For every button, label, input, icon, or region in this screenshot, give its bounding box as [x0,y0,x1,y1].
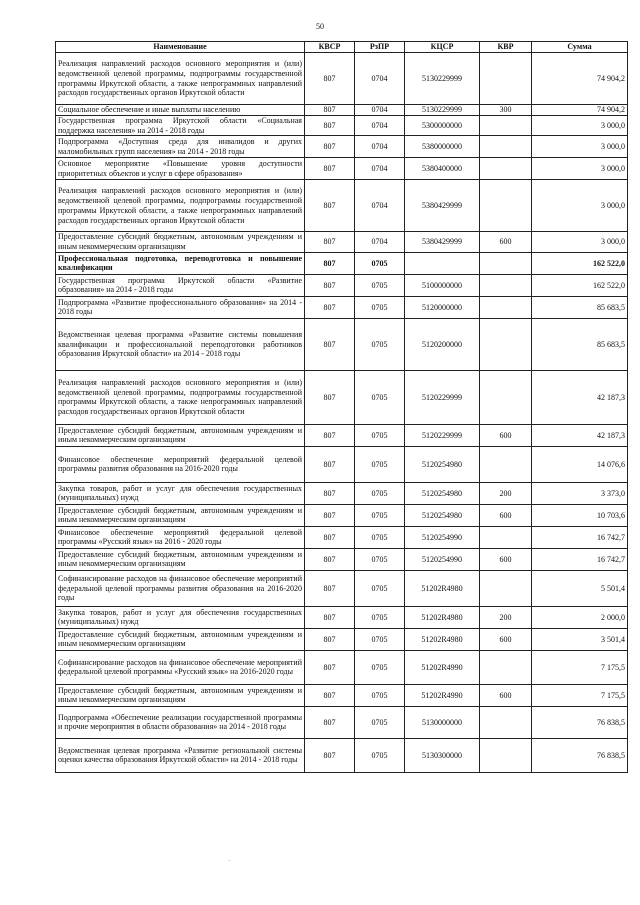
cell-name: Закупка товаров, работ и услуг для обеспечения государственных (муниципальных) нужд [56,482,305,504]
footer-mark: · [228,857,231,865]
header-kvsr: КВСР [305,42,355,53]
table-row [56,252,628,274]
table-row [56,424,628,446]
cell-kvr: 600 [480,628,532,650]
cell-kcsr: 5120254980 [405,504,480,526]
cell-kvr [480,296,532,318]
cell-name: Предоставление субсидий бюджетным, автономным учреждениям и иным некоммерческим организациям [56,424,305,446]
table-row [56,180,628,232]
cell-name: Предоставление субсидий бюджетным, автономным учреждениям и иным некоммерческим организациям [56,628,305,650]
cell-sum: 3 000,0 [532,115,628,136]
cell-kcsr: 5130300000 [405,738,480,772]
table-row [56,136,628,158]
table-body [56,53,628,773]
cell-kcsr [405,252,480,274]
cell-kvsr: 807 [305,504,355,526]
cell-kvr: 300 [480,105,532,116]
cell-kvr [480,370,532,424]
cell-rzpr: 0705 [355,706,405,738]
cell-name: Ведомственная целевая программа «Развитие региональной системы оценки качества образования Иркутской области» на 2014 - 2018 годы [56,738,305,772]
cell-sum: 3 000,0 [532,232,628,253]
cell-kvsr: 807 [305,628,355,650]
cell-rzpr: 0705 [355,446,405,482]
cell-name: Государственная программа Иркутской области «Развитие образования» на 2014 - 2018 годы [56,274,305,296]
header-kcsr: КЦСР [405,42,480,53]
cell-kvr [480,738,532,772]
cell-sum: 85 683,5 [532,318,628,370]
header-name: Наименование [56,42,305,53]
budget-table [55,41,628,773]
cell-rzpr: 0704 [355,115,405,136]
cell-rzpr: 0704 [355,136,405,158]
cell-rzpr: 0705 [355,650,405,684]
cell-rzpr: 0705 [355,526,405,548]
cell-kcsr: 51202R4990 [405,650,480,684]
table-row [56,606,628,628]
cell-kvsr: 807 [305,548,355,570]
cell-kcsr: 5380000000 [405,136,480,158]
cell-kcsr: 5120229999 [405,424,480,446]
cell-rzpr: 0705 [355,252,405,274]
cell-kcsr: 5380429999 [405,232,480,253]
cell-kvr: 600 [480,684,532,706]
cell-kvr: 600 [480,232,532,253]
cell-name: Основное мероприятие «Повышение уровня доступности приоритетных объектов и услуг в сфере образования» [56,158,305,180]
cell-sum: 14 076,6 [532,446,628,482]
page-number: 50 [316,22,324,31]
cell-kvsr: 807 [305,684,355,706]
cell-name: Предоставление субсидий бюджетным, автономным учреждениям и иным некоммерческим организациям [56,684,305,706]
cell-name: Закупка товаров, работ и услуг для обеспечения государственных (муниципальных) нужд [56,606,305,628]
cell-name: Социальное обеспечение и иные выплаты населению [56,105,305,116]
table-row [56,684,628,706]
cell-kcsr: 5380429999 [405,180,480,232]
table-row [56,115,628,136]
cell-kcsr: 51202R4990 [405,684,480,706]
cell-rzpr: 0705 [355,628,405,650]
cell-kvr: 600 [480,424,532,446]
cell-kcsr: 5120200000 [405,318,480,370]
table-row [56,446,628,482]
cell-name: Подпрограмма «Развитие профессионального образования» на 2014 - 2018 годы [56,296,305,318]
cell-kvr [480,446,532,482]
cell-kcsr: 5120229999 [405,370,480,424]
cell-kcsr: 5120254980 [405,446,480,482]
cell-kcsr: 5120254990 [405,548,480,570]
cell-rzpr: 0704 [355,232,405,253]
cell-sum: 74 904,2 [532,53,628,105]
cell-sum: 16 742,7 [532,526,628,548]
cell-rzpr: 0705 [355,482,405,504]
cell-kvsr: 807 [305,158,355,180]
cell-kcsr: 5380400000 [405,158,480,180]
cell-rzpr: 0705 [355,606,405,628]
cell-kvr [480,136,532,158]
cell-sum: 3 000,0 [532,136,628,158]
cell-sum: 76 838,5 [532,738,628,772]
cell-rzpr: 0704 [355,105,405,116]
cell-kvr: 200 [480,482,532,504]
cell-sum: 5 501,4 [532,570,628,606]
cell-name: Государственная программа Иркутской области «Социальная поддержка населения» на 2014 - 2018 годы [56,115,305,136]
cell-kvsr: 807 [305,180,355,232]
cell-sum: 162 522,0 [532,274,628,296]
cell-kvr: 600 [480,504,532,526]
cell-name: Подпрограмма «Обеспечение реализации государственной программы и прочие мероприятия в области образования» на 2014 - 2018 годы [56,706,305,738]
cell-kcsr: 5100000000 [405,274,480,296]
cell-kcsr: 5130229999 [405,53,480,105]
table-row [56,738,628,772]
cell-kvsr: 807 [305,526,355,548]
cell-sum: 42 187,3 [532,424,628,446]
table-row [56,570,628,606]
cell-rzpr: 0704 [355,158,405,180]
cell-kcsr: 5300000000 [405,115,480,136]
cell-kvr [480,526,532,548]
cell-sum: 7 175,5 [532,684,628,706]
cell-sum: 16 742,7 [532,548,628,570]
cell-rzpr: 0704 [355,180,405,232]
cell-kcsr: 5120254980 [405,482,480,504]
cell-kvr [480,252,532,274]
cell-kcsr: 5130229999 [405,105,480,116]
cell-kvsr: 807 [305,606,355,628]
cell-kcsr: 51202R4980 [405,606,480,628]
cell-kvsr: 807 [305,53,355,105]
cell-name: Предоставление субсидий бюджетным, автономным учреждениям и иным некоммерческим организациям [56,548,305,570]
table-row [56,706,628,738]
table-row [56,274,628,296]
cell-kvr [480,115,532,136]
cell-kvsr: 807 [305,370,355,424]
cell-name: Финансовое обеспечение мероприятий федеральной целевой программы развития образования на 2016-2020 годы [56,446,305,482]
cell-sum: 10 703,6 [532,504,628,526]
cell-kvr [480,706,532,738]
table-row [56,158,628,180]
cell-kvsr: 807 [305,296,355,318]
cell-rzpr: 0705 [355,424,405,446]
table-row [56,650,628,684]
cell-kcsr: 5120254990 [405,526,480,548]
cell-rzpr: 0705 [355,296,405,318]
cell-kvsr: 807 [305,274,355,296]
cell-sum: 74 904,2 [532,105,628,116]
cell-sum: 7 175,5 [532,650,628,684]
cell-kcsr: 5120000000 [405,296,480,318]
cell-kvsr: 807 [305,482,355,504]
cell-name: Подпрограмма «Доступная среда для инвалидов и других маломобильных групп населения» на 2014 - 2018 годы [56,136,305,158]
cell-rzpr: 0705 [355,370,405,424]
table-header-row [56,42,628,53]
cell-kvsr: 807 [305,738,355,772]
cell-rzpr: 0705 [355,548,405,570]
header-rzpr: РзПР [355,42,405,53]
cell-kvsr: 807 [305,252,355,274]
cell-rzpr: 0705 [355,318,405,370]
cell-rzpr: 0704 [355,53,405,105]
cell-name: Ведомственная целевая программа «Развитие системы повышения квалификации и профессиональной переподготовки работников образования Иркутской области» на 2014 - 2018 годы [56,318,305,370]
cell-rzpr: 0705 [355,570,405,606]
cell-kvsr: 807 [305,115,355,136]
cell-name: Реализация направлений расходов основного мероприятия и (или) ведомственной целевой программы, подпрограммы государственной программы Иркутской области, а также непрограммных направлений расходов государственных органов Иркутской области [56,370,305,424]
cell-name: Софинансирование расходов на финансовое обеспечение мероприятий федеральной целевой программы «Русский язык» на 2016-2020 годы [56,650,305,684]
cell-sum: 3 000,0 [532,158,628,180]
cell-name: Реализация направлений расходов основного мероприятия и (или) ведомственной целевой программы, подпрограммы государственной программы Иркутской области, а также непрограммных направлений расходов государственных органов Иркутской области [56,53,305,105]
cell-kvr [480,53,532,105]
table-row [56,105,628,116]
cell-name: Профессиональная подготовка, переподготовка и повышение квалификации [56,252,305,274]
cell-sum: 3 501,4 [532,628,628,650]
cell-rzpr: 0705 [355,274,405,296]
cell-sum: 2 000,0 [532,606,628,628]
cell-kvr [480,158,532,180]
cell-kvsr: 807 [305,424,355,446]
cell-kvsr: 807 [305,650,355,684]
cell-kvr: 200 [480,606,532,628]
table-row [56,296,628,318]
cell-name: Реализация направлений расходов основного мероприятия и (или) ведомственной целевой программы, подпрограммы государственной программы Иркутской области, а также непрограммных направлений расходов государственных органов Иркутской области [56,180,305,232]
cell-kcsr: 51202R4980 [405,628,480,650]
table-row [56,53,628,105]
table-row [56,548,628,570]
header-sum: Сумма [532,42,628,53]
table-row [56,504,628,526]
cell-rzpr: 0705 [355,738,405,772]
cell-sum: 3 000,0 [532,180,628,232]
cell-kvsr: 807 [305,706,355,738]
table-row [56,318,628,370]
table-row [56,370,628,424]
cell-kvr [480,274,532,296]
cell-kvsr: 807 [305,232,355,253]
cell-kvsr: 807 [305,318,355,370]
table-row [56,232,628,253]
cell-sum: 76 838,5 [532,706,628,738]
cell-kvsr: 807 [305,570,355,606]
cell-rzpr: 0705 [355,684,405,706]
table-row [56,628,628,650]
cell-kvr [480,180,532,232]
cell-kvr [480,650,532,684]
cell-name: Предоставление субсидий бюджетным, автономным учреждениям и иным некоммерческим организациям [56,232,305,253]
cell-name: Предоставление субсидий бюджетным, автономным учреждениям и иным некоммерческим организациям [56,504,305,526]
cell-kvr [480,318,532,370]
header-kvr: КВР [480,42,532,53]
cell-kvr: 600 [480,548,532,570]
cell-sum: 42 187,3 [532,370,628,424]
table-row [56,482,628,504]
cell-kvsr: 807 [305,446,355,482]
cell-sum: 3 373,0 [532,482,628,504]
cell-kcsr: 5130000000 [405,706,480,738]
cell-sum: 162 522,0 [532,252,628,274]
cell-kvsr: 807 [305,136,355,158]
cell-kvr [480,570,532,606]
cell-kcsr: 51202R4980 [405,570,480,606]
cell-name: Софинансирование расходов на финансовое обеспечение мероприятий федеральной целевой программы развития образования на 2016-2020 годы [56,570,305,606]
cell-sum: 85 683,5 [532,296,628,318]
cell-rzpr: 0705 [355,504,405,526]
cell-kvsr: 807 [305,105,355,116]
cell-name: Финансовое обеспечение мероприятий федеральной целевой программы «Русский язык» на 2016 - 2020 годы [56,526,305,548]
table-row [56,526,628,548]
